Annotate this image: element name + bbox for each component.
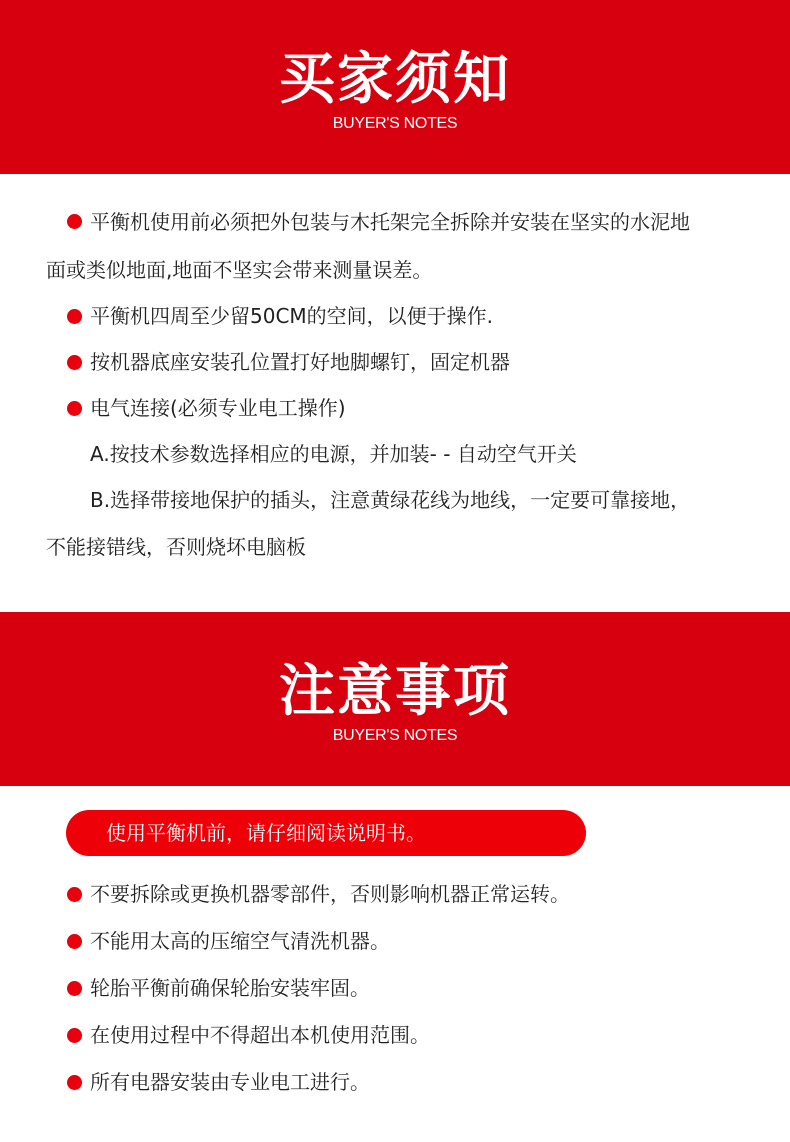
- banner-subtitle: BUYER'S NOTES: [332, 727, 458, 744]
- list-item-text: 不能用太高的压缩空气清洗机器。: [90, 929, 390, 953]
- bullet-icon: [67, 355, 82, 370]
- bullet-icon: [67, 309, 82, 324]
- sub-item-a: A.按技术参数选择相应的电源，并加装- - 自动空气开关: [90, 442, 577, 466]
- list-item-text: 轮胎平衡前确保轮胎安装牢固。: [90, 976, 370, 1000]
- highlight-text: 使用平衡机前，请仔细阅读说明书。: [106, 821, 426, 845]
- banner-title: 买家须知: [279, 47, 511, 112]
- bullet-icon: [67, 1028, 82, 1043]
- list-item-text: 平衡机四周至少留50CM的空间，以便于操作.: [90, 304, 494, 328]
- bullet-icon: [67, 934, 82, 949]
- list-item-text: 平衡机使用前必须把外包装与木托架完全拆除并安装在坚实的水泥地: [90, 210, 690, 234]
- buyers-notes-banner: [0, 0, 790, 174]
- list-item-text: 电气连接(必须专业电工操作): [90, 396, 346, 420]
- bullet-icon: [67, 1075, 82, 1090]
- banner-subtitle: BUYER'S NOTES: [332, 115, 458, 132]
- bullet-icon: [67, 981, 82, 996]
- sub-item-b: B.选择带接地保护的插头，注意黄绿花线为地线，一定要可靠接地，: [90, 488, 691, 512]
- list-item-text-continued: 面或类似地面,地面不坚实会带来测量误差。: [46, 258, 433, 282]
- banner-title: 注意事项: [279, 659, 511, 724]
- list-item-text: 按机器底座安装孔位置打好地脚螺钉，固定机器: [90, 350, 510, 374]
- bullet-icon: [67, 214, 82, 229]
- bullet-icon: [67, 401, 82, 416]
- bullet-icon: [67, 887, 82, 902]
- list-item-text: 所有电器安装由专业电工进行。: [90, 1070, 370, 1094]
- sub-item-b-continued: 不能接错线，否则烧坏电脑板: [46, 535, 306, 559]
- precautions-banner: [0, 612, 790, 786]
- list-item-text: 不要拆除或更换机器零部件，否则影响机器正常运转。: [90, 882, 570, 906]
- list-item-text: 在使用过程中不得超出本机使用范围。: [90, 1023, 430, 1047]
- highlight-pill: [66, 810, 586, 856]
